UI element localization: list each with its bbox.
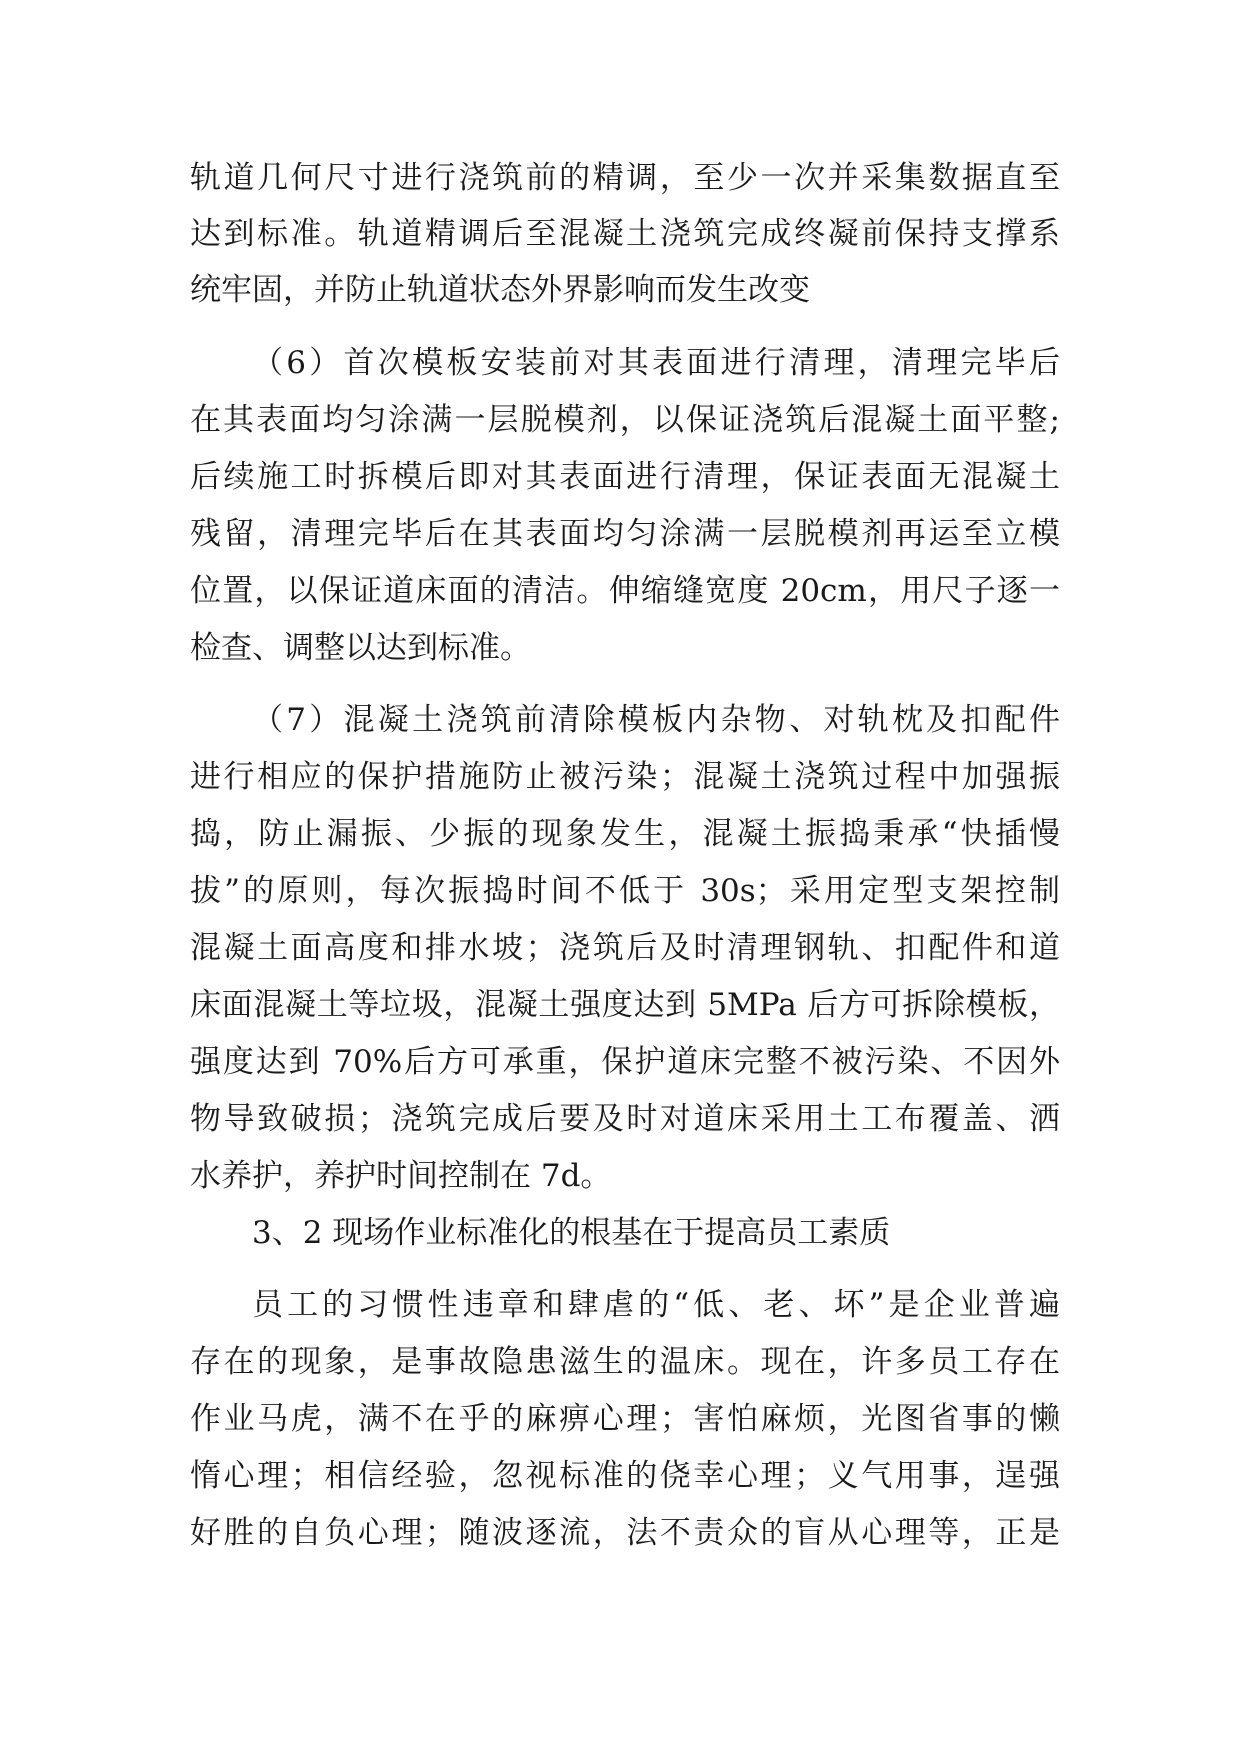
text-line: 残留，清理完毕后在其表面均匀涂满一层脱模剂再运至立模	[190, 516, 1060, 552]
text-line: 作业马虎，满不在乎的麻痹心理；害怕麻烦，光图省事的懒	[190, 1401, 1060, 1437]
text-line: 检查、调整以达到标准。	[190, 630, 531, 666]
text-line: 物导致破损；浇筑完成后要及时对道床采用土工布覆盖、洒	[190, 1101, 1060, 1137]
text-line: 捣，防止漏振、少振的现象发生，混凝土振捣秉承“快插慢	[190, 816, 1060, 852]
text-line: 进行相应的保护措施防止被污染；混凝土浇筑过程中加强振	[190, 759, 1060, 795]
text-line: （6）首次模板安装前对其表面进行清理，清理完毕后	[252, 345, 1060, 381]
text-line: 达到标准。轨道精调后至混凝土浇筑完成终凝前保持支撑系	[190, 216, 1060, 252]
text-line: （7）混凝土浇筑前清除模板内杂物、对轨枕及扣配件	[252, 702, 1060, 738]
text-line: 存在的现象，是事故隐患滋生的温床。现在，许多员工存在	[190, 1344, 1060, 1380]
text-line: 统牢固，并防止轨道状态外界影响而发生改变	[190, 272, 810, 308]
text-line: 强度达到 70%后方可承重，保护道床完整不被污染、不因外	[190, 1044, 1060, 1080]
text-line: 混凝土面高度和排水坡；浇筑后及时清理钢轨、扣配件和道	[190, 930, 1060, 966]
text-line: 好胜的自负心理；随波逐流，法不责众的盲从心理等，正是	[190, 1515, 1060, 1551]
text-line: 床面混凝土等垃圾，混凝土强度达到 5MPa 后方可拆除模板，	[190, 987, 1060, 1023]
text-line: 拔”的原则，每次振捣时间不低于 30s；采用定型支架控制	[190, 873, 1060, 909]
text-line: 在其表面均匀涂满一层脱模剂，以保证浇筑后混凝土面平整;	[190, 402, 1060, 438]
text-line: 员工的习惯性违章和肆虐的“低、老、坏”是企业普遍	[252, 1287, 1060, 1323]
section-heading: 3、2 现场作业标准化的根基在于提高员工素质	[252, 1215, 891, 1251]
text-line: 惰心理；相信经验，忽视标准的侥幸心理；义气用事，逞强	[190, 1458, 1060, 1494]
text-line: 位置，以保证道床面的清洁。伸缩缝宽度 20cm，用尺子逐一	[190, 573, 1060, 609]
text-line: 轨道几何尺寸进行浇筑前的精调，至少一次并采集数据直至	[190, 160, 1060, 196]
text-line: 水养护，养护时间控制在 7d。	[190, 1158, 612, 1194]
text-line: 后续施工时拆模后即对其表面进行清理，保证表面无混凝土	[190, 459, 1060, 495]
